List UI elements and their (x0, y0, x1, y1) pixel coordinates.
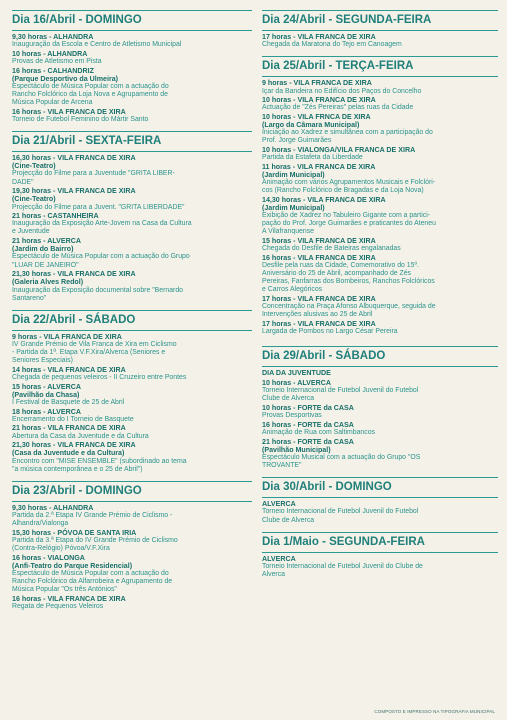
event-time-place: 16,30 horas - VILA FRANCA DE XIRA (12, 154, 136, 163)
event-time-place: 16 horas - FORTE da CASA (262, 420, 354, 429)
event-entry (12, 154, 252, 187)
event-entry (262, 320, 498, 336)
day-header: Dia 25/Abril - TERÇA-FEIRA (262, 56, 498, 73)
event-entry (262, 33, 498, 49)
event-venue: (Cine-Teatro) (12, 162, 56, 171)
event-description: Animação de Rua com Saltimbancos (262, 429, 375, 437)
event-entry (12, 554, 252, 595)
event-description: Iniciação ao Xadrez e simultânea com a participação do (262, 129, 433, 137)
event-entry (262, 254, 498, 295)
event-time-place: 10 horas - ALVERCA (262, 379, 331, 388)
event-description: Chegada da Maratona do Tejo em Canoagem (262, 41, 402, 49)
event-time-place: 17 horas - VILA FRANCA DE XIRA (262, 294, 376, 303)
event-time-place: 19,30 horas - VILA FRANCA DE XIRA (12, 187, 136, 196)
day-block (12, 131, 252, 303)
event-time-place: 16 horas - CALHANDRIZ (12, 66, 94, 75)
event-description: Espectáculo de Música Popular com a actuação do (12, 83, 169, 90)
event-description: Partida da 2.ª Etapa IV Grande Prémio de Ciclismo - (12, 511, 173, 519)
event-time-place: 14,30 horas - VILA FRANCA DE XIRA (262, 195, 386, 204)
event-description: Projecção do Filme para a Juvent. "GRITA LIBERDADE" (12, 203, 185, 211)
day-block (262, 56, 498, 336)
event-entry (262, 196, 498, 237)
event-entry (12, 33, 252, 49)
event-description: Inauguração da Exposição documental sobre "Bernardo (12, 286, 183, 294)
event-time-place: 18 horas - ALVERCA (12, 407, 81, 416)
day-header: Dia 16/Abril - DOMINGO (12, 10, 252, 27)
header-rule (262, 30, 498, 31)
event-description: IV Grande Prémio de Vila Franca de Xira em Ciclismo (12, 340, 177, 348)
left-column (12, 10, 252, 618)
day-header: Dia 23/Abril - DOMINGO (12, 481, 252, 498)
event-entry (262, 555, 498, 579)
event-description: Provas Desportivas (262, 412, 322, 420)
event-time-place: 21 horas - ALVERCA (12, 237, 81, 246)
event-time-place: 10 horas - VILA FRANCA DE XIRA (262, 96, 376, 105)
event-description: "LUAR DE JANEIRO" (12, 261, 79, 269)
event-description: Exibição de Xadrez no Tabuleiro Gigante com a partici- (262, 212, 431, 220)
event-description: Prof. Jorge Guimarães (262, 137, 332, 145)
event-venue: (Galeria Alves Redol) (12, 278, 84, 287)
event-venue: (Casa da Juventude e da Cultura) (12, 449, 125, 458)
day-header: Dia 1/Maio - SEGUNDA-FEIRA (262, 532, 498, 549)
event-entry (12, 424, 252, 440)
event-entry (12, 441, 252, 474)
event-venue: (Pavilhão da Chasa) (12, 390, 80, 399)
event-venue: (Jardim Municipal) (262, 204, 325, 213)
event-time-place: 17 horas - VILA FRANCA DE XIRA (262, 33, 376, 41)
day-block (12, 10, 252, 124)
event-description: Inauguração da Exposição Arte-Jovem na Casa da Cultura (12, 220, 192, 228)
event-time-place: 9 horas - VILA FRANCA DE XIRA (262, 79, 372, 88)
event-description: Clube de Alverca (262, 516, 315, 524)
event-description: Largada de Pombos no Largo César Pereira (262, 328, 398, 336)
event-description: A Vilafranquense (262, 228, 314, 236)
event-description: Actuação de "Zés Pereiras" pelas ruas da Cidade (262, 104, 414, 112)
event-entry (12, 212, 252, 236)
event-time-place: 17 horas - VILA FRANCA DE XIRA (262, 319, 376, 328)
event-description: Encerramento do I Torneio de Basquete (12, 415, 134, 423)
event-time-place: 10 horas - VILA FRNCA DE XIRA (262, 112, 371, 121)
event-entry (262, 438, 498, 471)
header-rule (262, 76, 498, 77)
event-venue: (Anfi-Teatro do Parque Residencial) (12, 561, 133, 570)
event-description: e Carros Alegóricos (262, 286, 323, 294)
event-entry (262, 79, 498, 95)
event-description: Desfile pela ruas da Cidade, Comemorativo do 15º. (262, 262, 419, 270)
event-entry (262, 163, 498, 196)
event-entry (262, 500, 498, 524)
event-venue: (Jardim do Bairro) (12, 245, 74, 254)
day-header: Dia 24/Abril - SEGUNDA-FEIRA (262, 10, 498, 27)
event-time-place: 16 horas - VILA FRANCA DE XIRA (12, 107, 126, 116)
day-subtitle: DIA DA JUVENTUDE (262, 369, 331, 378)
day-header: Dia 30/Abril - DOMINGO (262, 477, 498, 494)
day-header: Dia 29/Abril - SÁBADO (262, 346, 498, 363)
event-time-place: 9,30 horas - ALHANDRA (12, 503, 94, 512)
event-description: Música Popular "Os três Antónios" (12, 586, 117, 594)
day-block (262, 532, 498, 579)
event-description: Projecção do Filme para a Juventude "GRITA LIBER- (12, 170, 175, 178)
event-entry (262, 404, 498, 420)
event-description: Rancho Folclórico da Loja Nova e Agrupamento de (12, 91, 168, 99)
event-entry (262, 237, 498, 253)
event-description: Intervenções alusivas ao 25 de Abril (262, 311, 373, 319)
event-description: Rancho Folclórico da Alfarrobeira e Agrupamento de (12, 578, 173, 585)
event-time-place: 10 horas - ALHANDRA (12, 49, 88, 58)
event-time-place: 16 horas - VILA FRANCA DE XIRA (262, 253, 376, 262)
event-description: Santareno" (12, 294, 47, 302)
event-venue: (Parque Desportivo da Ulmeira) (12, 74, 119, 83)
event-description: cos (Rancho Folclórico de Bragadas e da Loja Nova) (262, 187, 424, 195)
event-description: Encontro com "MISE ENSEMBLE" (subordinado ao tema (12, 457, 187, 465)
event-time-place: 14 horas - VILA FRANCA DE XIRA (12, 365, 126, 374)
event-time-place: 9,30 horas - ALHANDRA (12, 33, 94, 41)
event-entry (12, 108, 252, 124)
event-entry (12, 383, 252, 408)
event-time-place: 21 horas - CASTANHEIRA (12, 212, 99, 221)
event-time-place: 15,30 horas - PÓVOA DE SANTA IRIA (12, 528, 137, 537)
event-description: Música Popular de Arcena (12, 99, 93, 107)
event-description: "a música contemporânea e o 25 de Abril") (12, 465, 143, 473)
event-description: Pereiras, Fanfarras dos Bombeiros, Ranchos Folclóricos (262, 278, 435, 286)
day-header: Dia 22/Abril - SÁBADO (12, 310, 252, 327)
event-description: Aniversário do 25 de Abril, acompanhado de Zés (262, 270, 412, 278)
footer-credit: COMPOSTO E IMPRESSO NA TIPOGRAFIA MUNICIPAL (374, 709, 495, 714)
event-time-place: 10 horas - VIALONGA/VILA FRANCA DE XIRA (262, 145, 416, 154)
event-description: Espectáculo de Música Popular com a actuação do Grupo (12, 253, 190, 261)
event-description: Torneio Internacional de Futebol Juvenil do Futebol (262, 387, 419, 395)
header-rule (262, 552, 498, 553)
event-entry (262, 146, 498, 162)
event-description: Inauguração da Escola e Centro de Atletismo Municipal (12, 41, 182, 49)
event-description: pação do Prof. Jorge Guimarães e praticantes do Ateneu (262, 220, 436, 228)
header-rule (12, 330, 252, 331)
event-entry (12, 366, 252, 382)
event-entry (12, 67, 252, 108)
event-entry (12, 504, 252, 528)
event-description: (Contra-Relógio) Póvoa/V.F.Xira (12, 544, 110, 552)
event-description: e Juventude (12, 228, 50, 236)
header-rule (262, 366, 498, 367)
event-venue: (Cine-Teatro) (12, 195, 56, 204)
event-description: Provas de Atletismo em Pista (12, 58, 102, 65)
event-entry (12, 595, 252, 611)
day-block (12, 310, 252, 474)
event-time-place: 10 horas - FORTE da CASA (262, 404, 354, 413)
event-entry (12, 187, 252, 212)
right-column (262, 10, 498, 586)
event-entry (262, 113, 498, 146)
event-description: Torneio Internacional de Futebol Juvenil do Futebol (262, 508, 419, 516)
event-time-place: 9 horas - VILA FRANCA DE XIRA (12, 332, 122, 341)
event-time-place: 15 horas - ALVERCA (12, 382, 81, 391)
event-entry (12, 408, 252, 424)
event-entry (262, 421, 498, 437)
event-description: Partida da Estafeta da Liberdade (262, 154, 363, 162)
event-description: - Partida da 1ª. Etapa V.F.Xira/Alverca (Seniores e (12, 349, 166, 357)
header-rule (12, 151, 252, 152)
event-entry (12, 333, 252, 365)
event-description: Chegada de pequenos veleiros - II Cruzeiro entre Pontes (12, 373, 187, 381)
event-description: Espectáculo de Música Popular com a actuação do (12, 569, 169, 577)
event-time-place: 21 horas - FORTE da CASA (262, 437, 354, 446)
event-description: Clube de Alverca (262, 395, 315, 403)
event-description: Chegada do Desfile de Bateiras engalanadas (262, 245, 401, 253)
event-time-place: 21 horas - VILA FRANCA DE XIRA (12, 424, 126, 433)
day-block (262, 477, 498, 524)
event-description: Alverca (262, 570, 285, 578)
event-description: TROVANTE" (262, 462, 302, 470)
event-time-place: ALVERCA (262, 500, 296, 509)
day-block (262, 346, 498, 470)
event-venue: (Jardim Municipal) (262, 170, 325, 179)
day-header: Dia 21/Abril - SEXTA-FEIRA (12, 131, 252, 148)
event-time-place: 16 horas - VILA FRANCA DE XIRA (12, 594, 126, 603)
event-time-place: 21,30 horas - VILA FRANCA DE XIRA (12, 441, 136, 450)
event-description: Partida da 3.ª Etapa do IV Grande Prémio de Ciclismo (12, 536, 178, 544)
event-description: Regata de Pequenos Veleiros (12, 602, 104, 610)
event-description: DADE" (12, 178, 34, 186)
event-entry (12, 270, 252, 303)
event-description: Abertura da Casa da Juventude e da Cultura (12, 432, 149, 440)
header-rule (12, 30, 252, 31)
event-time-place: 16 horas - VIALONGA (12, 553, 85, 562)
event-description: Alhandra/Vialonga (12, 520, 69, 528)
event-entry (12, 529, 252, 553)
header-rule (12, 501, 252, 502)
event-entry (262, 295, 498, 319)
event-description: Concentração na Praça Afonso Albuquerque, seguida de (262, 303, 436, 311)
event-entry (12, 50, 252, 66)
event-description: Espectáculo Musical com a actuação do Grupo "OS (262, 454, 421, 462)
event-description: Animação com vários Agrupamentos Musicais e Folclóri- (262, 179, 436, 187)
day-block (262, 10, 498, 49)
event-venue: (Pavilhão Municipal) (262, 445, 331, 454)
event-description: I Festival de Basquete de 25 de Abril (12, 398, 125, 406)
event-time-place: 11 horas - VILA FRANCA DE XIRA (262, 162, 376, 171)
event-description: Içar da Bandeira no Edifício dos Paços do Concelho (262, 87, 422, 95)
event-time-place: 15 horas - VILA FRANCA DE XIRA (262, 237, 376, 246)
header-rule (262, 497, 498, 498)
event-time-place: 21,30 horas - VILA FRANCA DE XIRA (12, 270, 136, 279)
event-description: Torneio de Futebol Feminino do Mártir Santo (12, 115, 149, 123)
event-description: Torneio Internacional de Futebol Juvenil do Clube de (262, 562, 423, 570)
event-venue: (Largo da Câmara Municipal) (262, 121, 360, 130)
event-entry (262, 96, 498, 112)
event-entry (262, 379, 498, 403)
event-description: Seniores Especiais) (12, 357, 73, 365)
day-block (12, 481, 252, 611)
event-entry (12, 237, 252, 270)
event-time-place: ALVERCA (262, 554, 296, 563)
